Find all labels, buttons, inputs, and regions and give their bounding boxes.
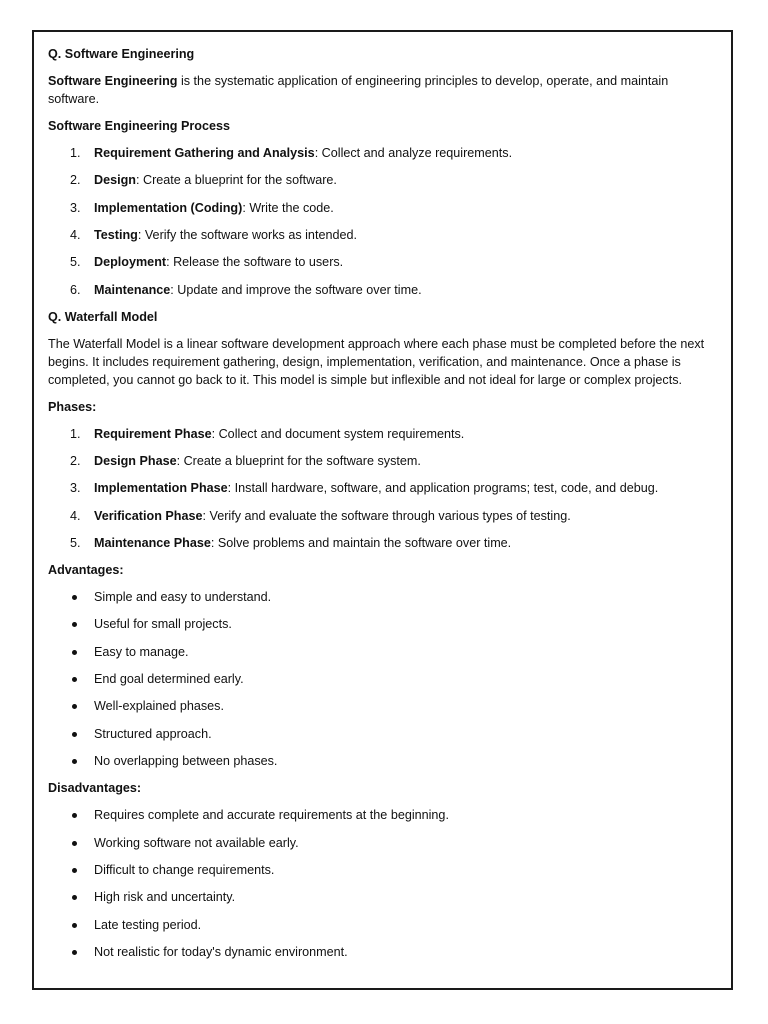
- item-term: Design Phase: [94, 454, 177, 469]
- waterfall-description: The Waterfall Model is a linear software development approach where each phase must be completed before the next begins. It includes requirement gathering, design, implementation, verification, and maintenance. Once a phase is completed, you cannot go back to it. This model is simple but inflexible and not ideal for large or complex projects.: [48, 336, 705, 387]
- bullet-icon: [72, 622, 77, 627]
- list-item: [48, 171, 717, 189]
- item-term: Verification Phase: [94, 508, 203, 523]
- item-text: High risk and uncertainty.: [94, 890, 236, 905]
- bullet-icon: [72, 923, 77, 928]
- item-description: : Write the code.: [242, 200, 334, 215]
- item-text: Working software not available early.: [94, 835, 299, 850]
- advantages-list: [48, 588, 717, 770]
- list-item: [48, 226, 717, 244]
- intro-paragraph: [48, 72, 717, 108]
- item-term: Maintenance Phase: [94, 536, 211, 551]
- bullet-icon: [72, 677, 77, 682]
- item-description: : Release the software to users.: [166, 255, 344, 270]
- bullet-icon: [72, 759, 77, 764]
- item-text: Well-explained phases.: [94, 699, 224, 714]
- list-item: [48, 144, 717, 162]
- list-item: [48, 888, 717, 906]
- list-item: [48, 752, 717, 770]
- bullet-icon: [72, 704, 77, 709]
- list-number: 2.: [70, 173, 81, 188]
- item-text: Late testing period.: [94, 917, 202, 932]
- list-item: [48, 253, 717, 271]
- list-item: [48, 479, 717, 497]
- bullet-icon: [72, 950, 77, 955]
- bullet-icon: [72, 895, 77, 900]
- item-term: Testing: [94, 228, 138, 243]
- item-term: Implementation Phase: [94, 481, 228, 496]
- list-number: 3.: [70, 200, 81, 215]
- list-item: [48, 425, 717, 443]
- item-text: Easy to manage.: [94, 644, 189, 659]
- section-heading-waterfall: Q. Waterfall Model: [48, 309, 158, 324]
- item-text: Not realistic for today's dynamic environment.: [94, 944, 348, 959]
- item-term: Requirement Phase: [94, 426, 212, 441]
- disadvantages-list: [48, 806, 717, 961]
- item-text: End goal determined early.: [94, 672, 244, 687]
- list-number: 4.: [70, 508, 81, 523]
- list-number: 5.: [70, 255, 81, 270]
- list-item: [48, 916, 717, 934]
- item-text: Structured approach.: [94, 726, 212, 741]
- item-description: : Create a blueprint for the software.: [136, 173, 337, 188]
- list-item: [48, 697, 717, 715]
- phases-heading: Phases:: [48, 399, 97, 414]
- list-item: [48, 834, 717, 852]
- section-heading-software-engineering: Q. Software Engineering: [48, 47, 195, 61]
- list-number: 1.: [70, 146, 81, 160]
- bullet-icon: [72, 595, 77, 600]
- list-number: 6.: [70, 282, 81, 297]
- list-number: 1.: [70, 426, 81, 441]
- item-text: Simple and easy to understand.: [94, 590, 272, 605]
- item-text: Useful for small projects.: [94, 617, 232, 632]
- list-item: [48, 534, 717, 552]
- item-term: Requirement Gathering and Analysis: [94, 146, 315, 160]
- item-description: : Collect and document system requirements.: [211, 426, 465, 441]
- list-item: [48, 452, 717, 470]
- item-term: Deployment: [94, 255, 167, 270]
- item-term: Maintenance: [94, 282, 171, 297]
- list-item: [48, 281, 717, 299]
- list-number: 5.: [70, 536, 81, 551]
- bullet-icon: [72, 732, 77, 737]
- list-item: [48, 588, 717, 606]
- list-item: [48, 507, 717, 525]
- bullet-icon: [72, 841, 77, 846]
- item-term: Design: [94, 173, 136, 188]
- list-number: 3.: [70, 481, 81, 496]
- document-content: [48, 42, 717, 970]
- process-list: [48, 144, 717, 299]
- list-item: [48, 806, 717, 824]
- item-description: : Verify the software works as intended.: [137, 228, 357, 243]
- item-description: : Solve problems and maintain the software over time.: [210, 536, 512, 551]
- bullet-icon: [72, 650, 77, 655]
- item-description: : Update and improve the software over time.: [170, 282, 422, 297]
- list-item: [48, 199, 717, 217]
- item-text: No overlapping between phases.: [94, 754, 278, 769]
- list-item: [48, 725, 717, 743]
- intro-term: Software Engineering: [48, 74, 178, 88]
- bullet-icon: [72, 868, 77, 873]
- item-text: Difficult to change requirements.: [94, 862, 275, 877]
- intro-text: is the systematic application of engineering principles to develop, operate, and maintain software.: [48, 74, 669, 106]
- list-item: [48, 670, 717, 688]
- bullet-icon: [72, 813, 77, 818]
- document-page: [32, 30, 733, 990]
- item-description: : Create a blueprint for the software system.: [176, 454, 421, 469]
- list-item: [48, 861, 717, 879]
- list-item: [48, 643, 717, 661]
- item-description: : Install hardware, software, and application programs; test, code, and debug.: [227, 481, 659, 496]
- process-heading: Software Engineering Process: [48, 119, 230, 133]
- disadvantages-heading: Disadvantages:: [48, 781, 142, 796]
- item-description: : Collect and analyze requirements.: [314, 146, 513, 160]
- item-description: : Verify and evaluate the software through various types of testing.: [202, 508, 571, 523]
- item-term: Implementation (Coding): [94, 200, 243, 215]
- advantages-heading: Advantages:: [48, 563, 124, 578]
- item-text: Requires complete and accurate requirements at the beginning.: [94, 808, 449, 823]
- list-item: [48, 943, 717, 961]
- list-number: 2.: [70, 454, 81, 469]
- list-number: 4.: [70, 228, 81, 243]
- phases-list: [48, 425, 717, 552]
- list-item: [48, 615, 717, 633]
